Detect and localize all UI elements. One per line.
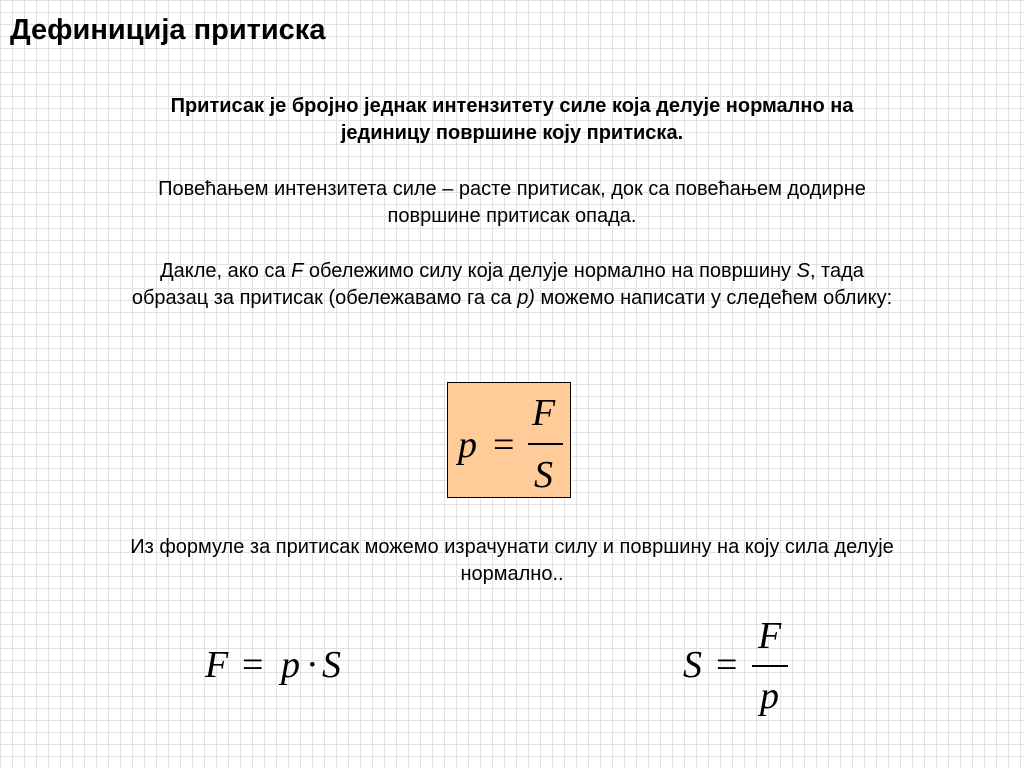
area-denominator: p [760, 675, 779, 717]
formula-numerator: F [532, 392, 556, 434]
area-numerator: F [758, 615, 782, 657]
notation-paragraph [0, 258, 1024, 312]
derivation-paragraph [0, 534, 1024, 588]
notation-line-2 [0, 285, 1024, 312]
fraction-line [528, 443, 563, 445]
page-title: Дефиниција притиска [10, 14, 326, 46]
force-symbol: F [291, 260, 304, 282]
relationship-line-2: површине притисак опада. [387, 205, 637, 227]
notation-text-a: Дакле, ако са [160, 260, 292, 282]
notation-text-e: можемо написати у следећем облику: [534, 287, 893, 309]
notation-text-c: , тада [809, 260, 864, 282]
force-S: S [322, 644, 341, 686]
force-F: F [205, 644, 229, 686]
relationship-line-1: Повећањем интензитета силе – расте притисак, док са повећањем додирне [158, 178, 866, 200]
notation-line-1 [0, 258, 1024, 285]
formula-p: p [458, 424, 477, 466]
derivation-line-2: нормално.. [460, 563, 564, 585]
area-fraction-line [752, 665, 788, 667]
formula-denominator: S [534, 454, 553, 496]
formula-equals: = [493, 424, 515, 466]
derivation-line-1: Из формуле за притисак можемо израчунати силу и површину на коју сила делује [130, 536, 894, 558]
definition-line-2: јединицу површине коју притиска. [340, 122, 684, 144]
pressure-formula-box [447, 382, 571, 498]
definition-line-1: Притисак је бројно једнак интензитету силе која делује нормално на [170, 95, 854, 117]
area-equals: = [716, 644, 738, 686]
force-equals: = [242, 644, 264, 686]
pressure-symbol: p) [517, 287, 535, 309]
area-S: S [683, 644, 702, 686]
area-symbol: S [796, 260, 810, 282]
definition-paragraph [0, 93, 1024, 147]
notation-text-d: образац за притисак (обележавамо га са [131, 287, 518, 309]
relationship-paragraph [0, 176, 1024, 230]
force-dot: · [306, 644, 319, 686]
notation-text-b: обележимо силу која делује нормално на површину [303, 260, 797, 282]
force-p: p [281, 644, 300, 686]
